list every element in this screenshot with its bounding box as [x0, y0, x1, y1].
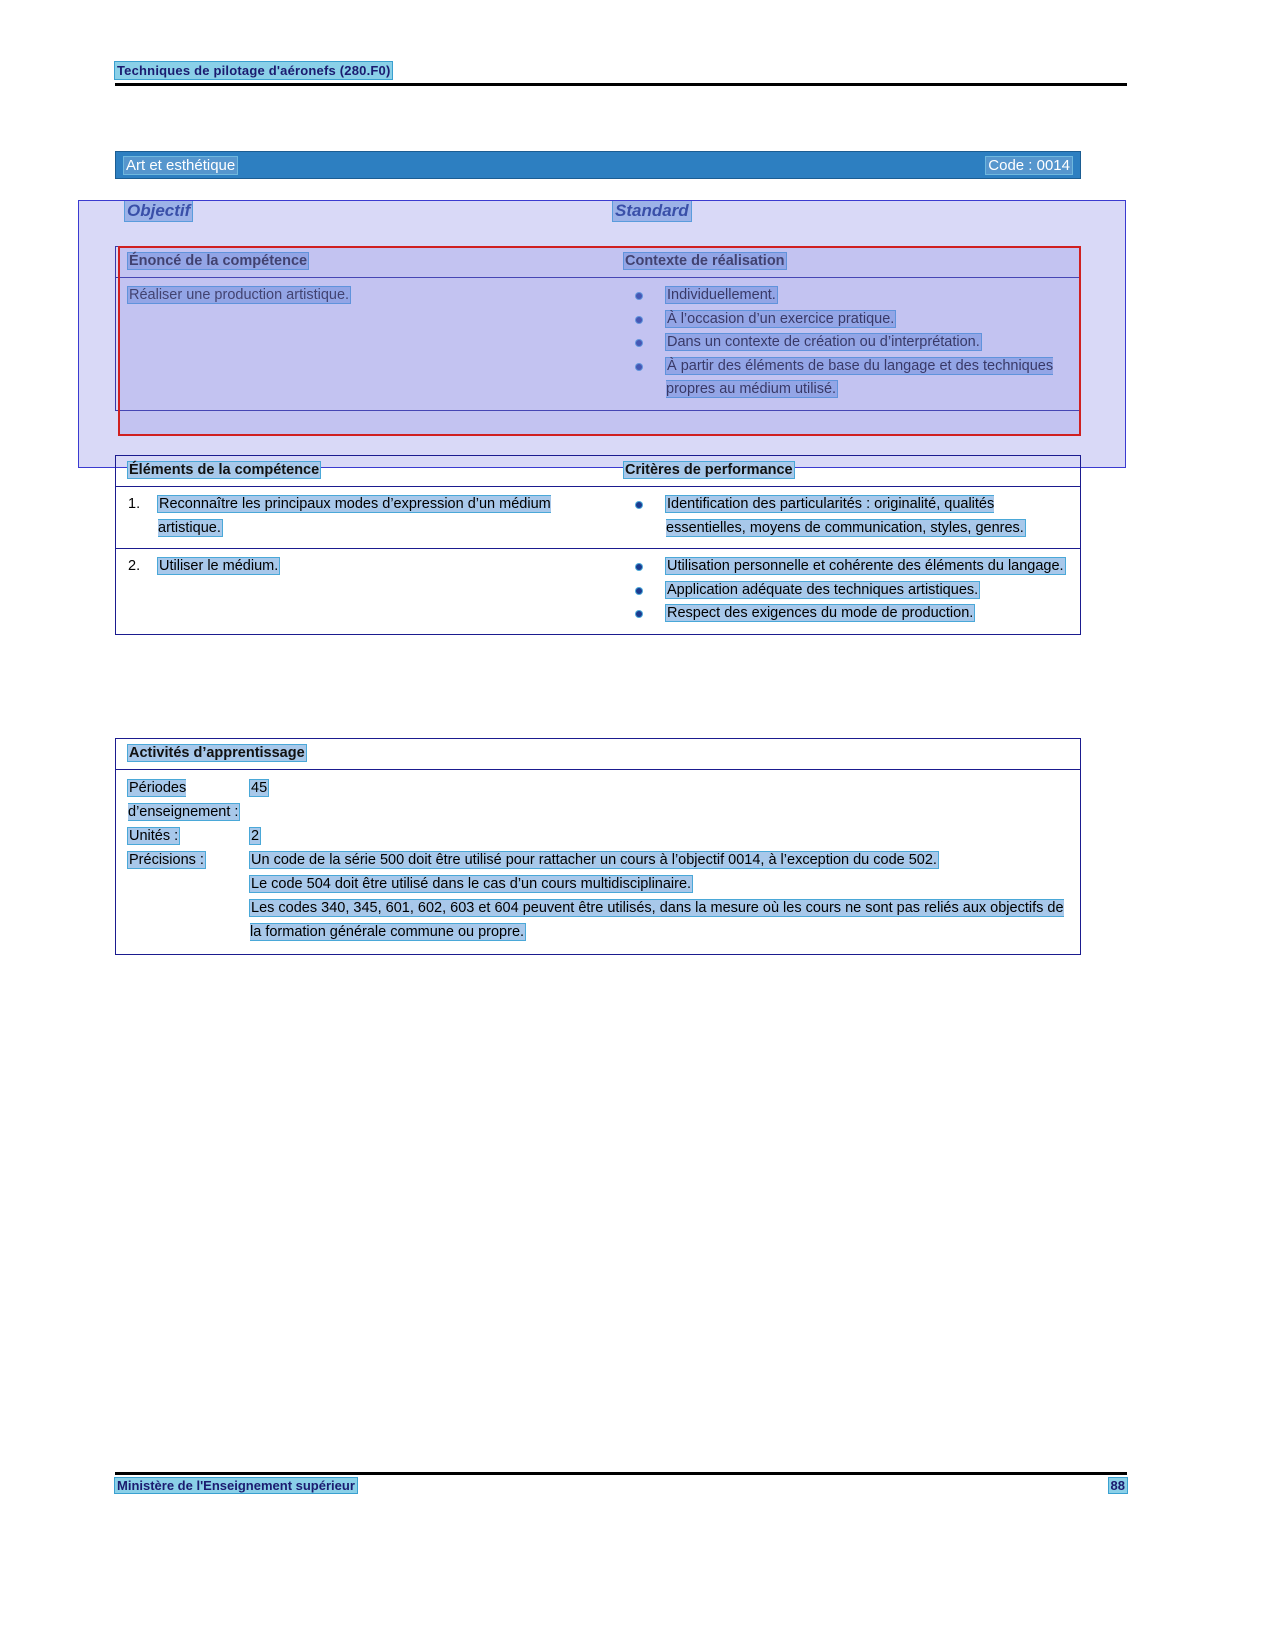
precisions-line: [116, 848, 1068, 944]
element-1: [128, 493, 606, 540]
activites-header-text: Activités d’apprentissage: [129, 745, 305, 761]
activites-header-row: [116, 739, 1080, 770]
competence-header-left: [116, 247, 616, 277]
list-item: À l’occasion d’un exercice pratique.: [624, 308, 1072, 332]
list-item: Utilisation personnelle et cohérente des éléments du langage.: [624, 555, 1072, 579]
competence-header-row: [116, 247, 1080, 278]
bullet-icon: [636, 317, 642, 323]
unites-label: Unités :: [129, 828, 179, 844]
periodes-label: Périodes d’enseignement :: [128, 780, 239, 820]
objective-code-bar: [115, 151, 1081, 179]
periodes-value: 45: [251, 780, 268, 796]
elements-header-right: [616, 456, 1080, 486]
context-list: [624, 284, 1072, 402]
activites-body: [116, 770, 1080, 954]
objective-title: Art et esthétique: [126, 156, 236, 174]
header-rule: [115, 83, 1127, 86]
element-1-cell: [116, 487, 616, 548]
footer-ministry: Ministère de l'Enseignement supérieur: [117, 1478, 355, 1493]
list-item: Dans un contexte de création ou d’interprétation.: [624, 331, 1072, 355]
competence-context: [616, 278, 1080, 410]
objectif-standard-heading: [115, 198, 1081, 228]
criteria-2-cell: [616, 549, 1080, 634]
criteria-1-list: [624, 493, 1072, 540]
unites-value: 2: [251, 828, 260, 844]
elements-header-left-text: Éléments de la compétence: [129, 462, 320, 478]
bullet-icon: [636, 564, 642, 570]
competence-statement: [116, 278, 616, 410]
criteria-1-cell: [616, 487, 1080, 548]
element-1-text: Reconnaître les principaux modes d’expression d’un médium artistique.: [158, 496, 551, 536]
competence-statement-text: Réaliser une production artistique.: [129, 287, 350, 303]
list-item: Application adéquate des techniques artistiques.: [624, 579, 1072, 603]
column-heading-standard: Standard: [615, 201, 689, 220]
precisions-values: [250, 848, 1068, 944]
criteria-2-list: [624, 555, 1072, 626]
bullet-icon: [636, 502, 642, 508]
bullet-icon: [636, 340, 642, 346]
elements-header-right-text: Critères de performance: [625, 462, 793, 478]
objective-code: Code : 0014: [988, 156, 1070, 174]
activites-block: [115, 738, 1081, 955]
element-2-text: Utiliser le médium.: [159, 558, 279, 574]
precision-item: Les codes 340, 345, 601, 602, 603 et 604 peuvent être utilisés, dans la mesure où les cours ne sont pas reliés aux objectifs de la formation générale commune ou propre.: [250, 900, 1064, 940]
column-heading-objectif: Objectif: [127, 201, 191, 220]
elements-header-left: [116, 456, 616, 486]
activites-header: [116, 739, 1080, 769]
competence-header-left-text: Énoncé de la compétence: [129, 253, 308, 269]
page-footer: [115, 1472, 1127, 1493]
competence-block: [115, 246, 1081, 411]
list-item: À partir des éléments de base du langage et des techniques propres au médium utilisé.: [624, 355, 1072, 402]
precision-item: Un code de la série 500 doit être utilisé pour rattacher un cours à l’objectif 0014, à l’exception du code 502.: [251, 852, 937, 868]
list-item: Individuellement.: [624, 284, 1072, 308]
element-1-number: 1.: [128, 496, 141, 512]
element-2-number: 2.: [128, 558, 141, 574]
table-row: [116, 487, 1080, 548]
header-program-title: Techniques de pilotage d'aéronefs (280.F0): [117, 63, 391, 78]
elements-header-row: [116, 456, 1080, 487]
footer-page-number: 88: [1110, 1478, 1125, 1493]
competence-header-right-text: Contexte de réalisation: [625, 253, 785, 269]
element-2-cell: [116, 549, 616, 634]
table-row: [116, 548, 1080, 634]
list-item: Respect des exigences du mode de production.: [624, 602, 1072, 626]
page-header: [115, 62, 1127, 86]
footer-rule: [115, 1472, 1127, 1475]
bullet-icon: [636, 293, 642, 299]
bullet-icon: [636, 364, 642, 370]
list-item: Identification des particularités : originalité, qualités essentielles, moyens de communication, styles, genres.: [624, 493, 1072, 540]
precisions-label: Précisions :: [129, 852, 204, 868]
periodes-line: [116, 776, 1068, 824]
competence-body-row: [116, 278, 1080, 410]
elements-block: [115, 455, 1081, 635]
element-2: [128, 555, 606, 579]
bullet-icon: [636, 611, 642, 617]
bullet-icon: [636, 588, 642, 594]
precision-item: Le code 504 doit être utilisé dans le cas d’un cours multidisciplinaire.: [251, 876, 692, 892]
unites-line: [116, 824, 1068, 848]
competence-header-right: [616, 247, 1080, 277]
